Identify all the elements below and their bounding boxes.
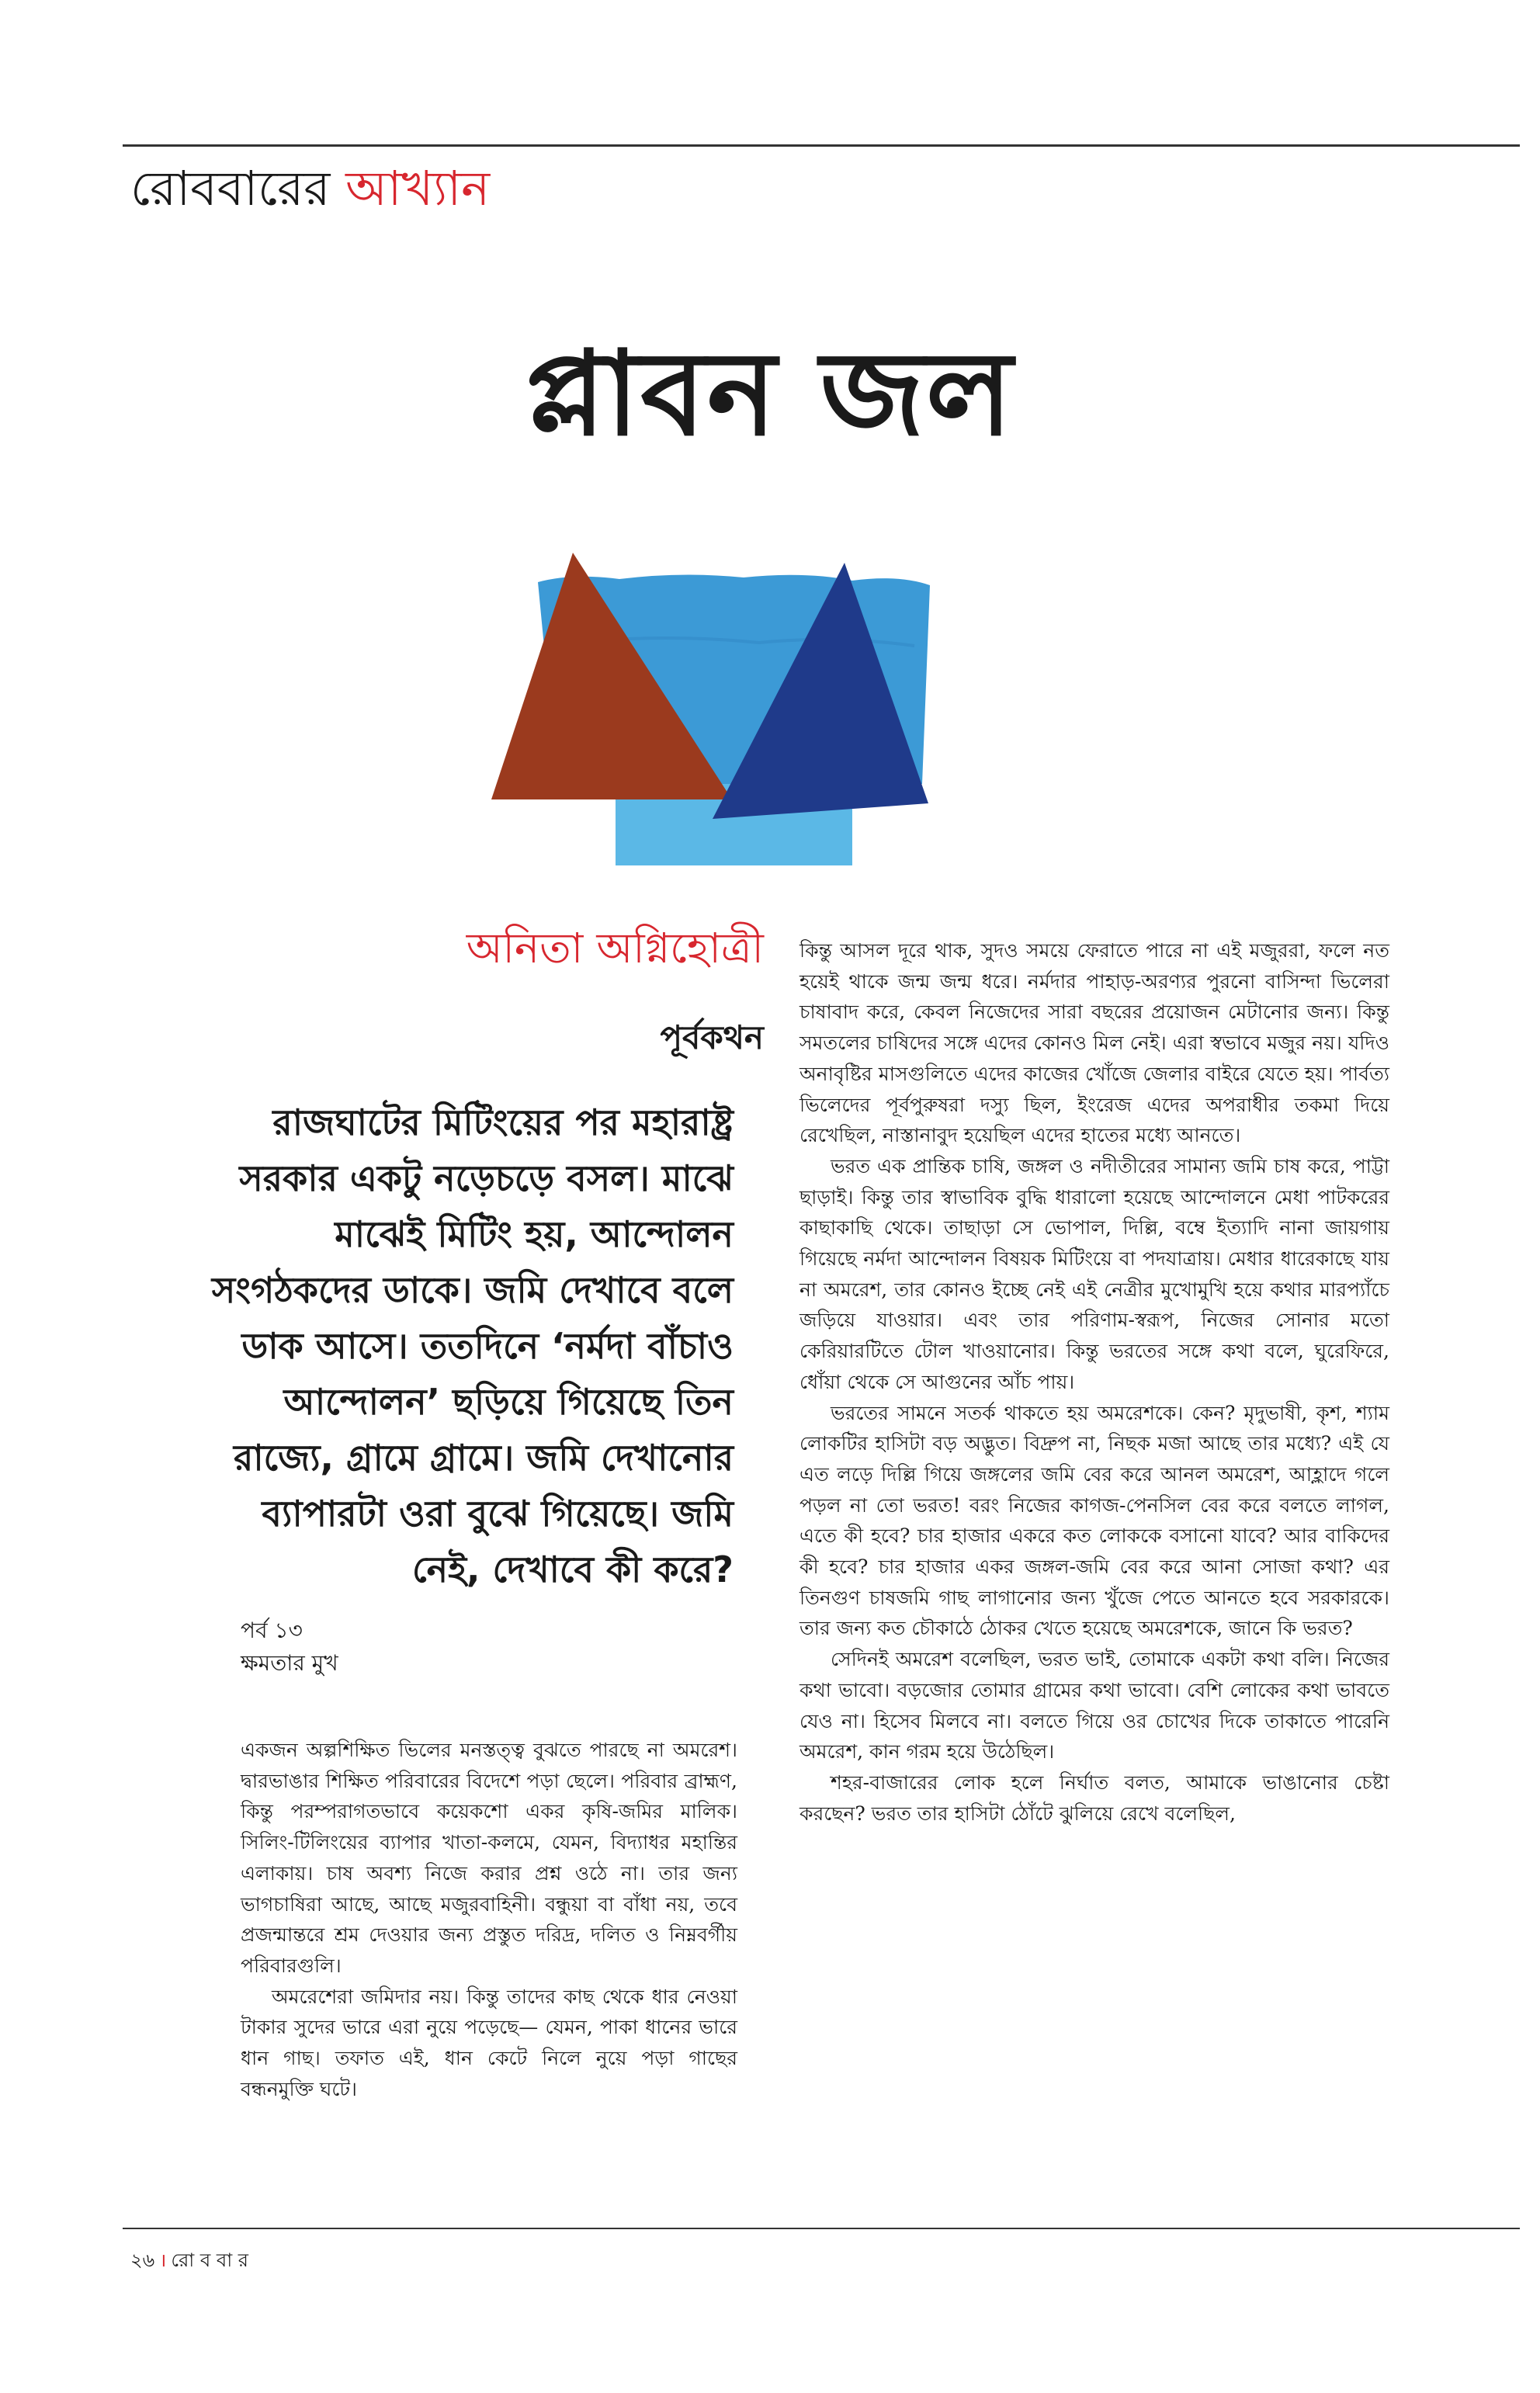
pull-quote-line: ব্যাপারটা ওরা বুঝে গিয়েছে। জমি: [262, 1493, 734, 1535]
pull-quote-line: রাজঘাটের মিটিংয়ের পর মহারাষ্ট্র: [272, 1101, 734, 1143]
episode-info: [241, 1614, 338, 1680]
story-title: প্লাবন জল: [525, 327, 1015, 462]
body-column-left: [241, 1735, 737, 2104]
paragraph: ভরত এক প্রান্তিক চাষি, জঙ্গল ও নদীতীরের সামান্য জমি চাষ করে, পাট্টা ছাড়াই। কিন্তু তার স্বাভাবিক বুদ্ধি ধারালো হয়েছে আন্দোলনে মেধা পাটকরের কাছাকাছি থেকে। তাছাড়া সে ভোপাল, দিল্লি, বম্বে ইত্যাদি নানা জায়গায় গিয়েছে নর্মদা আন্দোলন বিষয়ক মিটিংয়ে বা পদযাত্রায়। মেধার ধারেকাছে যায় না অমরেশ, তার কোনও ইচ্ছে নেই এই নেত্রীর মুখোমুখি হয়ে কথার মারপ্যাঁচে জড়িয়ে যাওয়ার। এবং তার পরিণাম-স্বরূপ, নিজের সোনার মতো কেরিয়ারটিতে টোল খাওয়ানোর। কিন্তু ভরতের সঙ্গে কথা বলে, ঘুরেফিরে, ধোঁয়া থেকে সে আগুনের আঁচ পায়।: [799, 1154, 1389, 1393]
pull-quote-line: রাজ্যে, গ্রামে গ্রামে। জমি দেখানোর: [233, 1437, 734, 1479]
pull-quote-line: সরকার একটু নড়েচড়ে বসল। মাঝে: [239, 1157, 734, 1199]
pull-quote-line: সংগঠকদের ডাকে। জমি দেখাবে বলে: [211, 1269, 734, 1311]
paragraph: কিন্তু আসল দূরে থাক, সুদও সময়ে ফেরাতে পারে না এই মজুররা, ফলে নত হয়েই থাকে জন্ম জন্ম ধরে। নর্মদার পাহাড়-অরণ্যর পুরনো বাসিন্দা ভিলেরা চাষাবাদ করে, কেবল নিজেদের সারা বছরের প্রয়োজন মেটানোর জন্য। কিন্তু সমতলের চাষিদের সঙ্গে এদের কোনও মিল নেই। এরা স্বভাবে মজুর নয়। যদিও অনাবৃষ্টির মাসগুলিতে এদের কাজের খোঁজে জেলার বাইরে যেতে হয়। পার্বত্য ভিলেদের পূর্বপুরুষরা দস্যু ছিল, ইংরেজ এদের অপরাধীর তকমা দিয়ে রেখেছিল, নাস্তানাবুদ হয়েছিল এদের হাতের মধ্যে আনতে।: [799, 939, 1389, 1147]
author-name: অনিতা অগ্নিহোত্রী: [466, 924, 764, 973]
prologue-label: পূর্বকথন: [660, 1018, 764, 1056]
paragraph: শহর-বাজারের লোক হলে নির্ঘাত বলত, আমাকে ভাঙানোর চেষ্টা করছেন? ভরত তার হাসিটা ঠোঁটে ঝুলিয়ে রেখে বলেছিল,: [799, 1770, 1389, 1825]
footer-separator: ।: [159, 2249, 167, 2271]
section-label-accent: আখ্যান: [345, 160, 491, 217]
header-rule: [123, 144, 1520, 147]
body-column-right: [799, 935, 1389, 1829]
pull-quote-line: ডাক আসে। ততদিনে ‘নর্মদা বাঁচাও: [241, 1325, 734, 1367]
section-label-main: রোববারের: [130, 160, 331, 217]
paragraph: সেদিনই অমরেশ বলেছিল, ভরত ভাই, তোমাকে একটা কথা বলি। নিজের কথা ভাবো। বড়জোর তোমার গ্রামের কথা ভাবো। বেশি লোকের কথা ভাবতে যেও না। হিসেব মিলবে না। বলতে গিয়ে ওর চোখের দিকে তাকাতে পারেনি অমরেশ, কান গরম হয়ে উঠেছিল।: [799, 1648, 1389, 1764]
paragraph: ভরতের সামনে সতর্ক থাকতে হয় অমরেশকে। কেন? মৃদুভাষী, কৃশ, শ্যাম লোকটির হাসিটা বড় অদ্ভুত। বিদ্রুপ না, নিছক মজা আছে তার মধ্যে? এই যে এত লড়ে দিল্লি গিয়ে জঙ্গলের জমি বের করে আনল অমরেশ, আহ্লাদে গলে পড়ল না তো ভরত! বরং নিজের কাগজ-পেনসিল বের করে বলতে লাগল, এতে কী হবে? চার হাজার একরে কত লোককে বসানো যাবে? আর বাকিদের কী হবে? চার হাজার একর জঙ্গল-জমি বের করে আনা সোজা কথা? এর তিনগুণ চাষজমি গাছ লাগানোর জন্য খুঁজে পেতে আনতে হবে সরকারকে। তার জন্য কত চৌকাঠে ঠোকর খেতে হয়েছে অমরেশকে, জানে কি ভরত?: [799, 1401, 1389, 1640]
pull-quote: [186, 1094, 734, 1597]
pull-quote-line: নেই, দেখাবে কী করে?: [411, 1549, 734, 1590]
story-illustration: [464, 551, 1015, 877]
pull-quote-line: আন্দোলন’ ছড়িয়ে গিয়েছে তিন: [283, 1381, 734, 1423]
pull-quote-line: মাঝেই মিটিং হয়, আন্দোলন: [335, 1213, 734, 1255]
page-footer: [130, 2249, 248, 2272]
paragraph: একজন অল্পশিক্ষিত ভিলের মনস্তত্ত্ব বুঝতে পারছে না অমরেশ। দ্বারভাঙার শিক্ষিত পরিবারের বিদেশে পড়া ছেলে। পরিবার ব্রাহ্মণ, কিন্তু পরম্পরাগতভাবে কয়েকশো একর কৃষি-জমির মালিক। সিলিং-টিলিংয়ের ব্যাপার খাতা-কলমে, যেমন, বিদ্যাধর মহান্তির এলাকায়। চাষ অবশ্য নিজে করার প্রশ্ন ওঠে না। তার জন্য ভাগচাষিরা আছে, আছে মজুরবাহিনী। বন্ধুয়া বা বাঁধা নয়, তবে প্রজন্মান্তরে শ্রম দেওয়ার জন্য প্রস্তুত দরিদ্র, দলিত ও নিম্নবর্গীয় পরিবারগুলি।: [241, 1739, 737, 1977]
episode-title: ক্ষমতার মুখ: [241, 1650, 338, 1676]
episode-number: পর্ব ১৩: [241, 1618, 303, 1643]
magazine-name: রো ব বা র: [171, 2249, 248, 2271]
section-label: [130, 160, 490, 217]
page-number: ২৬: [130, 2249, 155, 2271]
paragraph: অমরেশেরা জমিদার নয়। কিন্তু তাদের কাছ থেকে ধার নেওয়া টাকার সুদের ভারে এরা নুয়ে পড়েছে— যেমন, পাকা ধানের ভারে ধান গাছ। তফাত এই, ধান কেটে নিলে নুয়ে পড়া গাছের বন্ধনমুক্তি ঘটে।: [241, 1985, 737, 2100]
footer-rule: [123, 2228, 1520, 2229]
